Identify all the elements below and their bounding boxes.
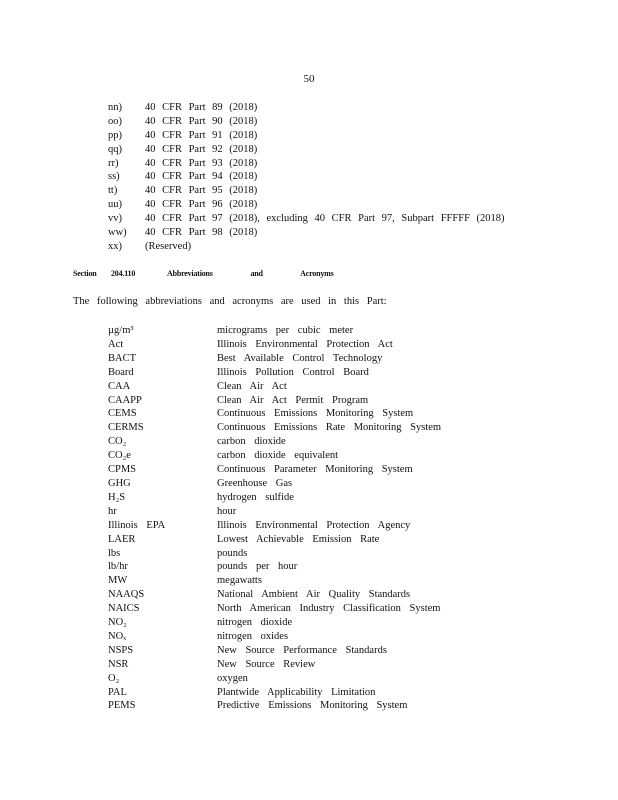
section-title: Abbreviations and Acronyms xyxy=(167,269,334,278)
abbreviation-term: NSR xyxy=(108,658,129,670)
table-row xyxy=(108,380,441,394)
list-item xyxy=(108,240,505,254)
abbreviation-term: NAICS xyxy=(108,603,140,615)
list-item-label: pp) xyxy=(108,129,122,141)
abbreviation-term: LAER xyxy=(108,533,136,545)
abbreviation-term: CO₂e xyxy=(108,450,131,462)
abbreviation-term: MW xyxy=(108,575,128,587)
abbreviation-meaning: Clean Air Act Permit Program xyxy=(217,394,369,406)
abbreviation-term: Act xyxy=(108,338,124,350)
abbreviation-term: NO₂ xyxy=(108,617,127,629)
abbreviation-meaning: oxygen xyxy=(217,672,248,684)
abbreviations-table xyxy=(108,324,441,713)
abbreviation-meaning: Best Available Control Technology xyxy=(217,352,383,364)
table-row xyxy=(108,407,441,421)
list-item-text: (Reserved) xyxy=(145,240,192,252)
abbreviation-meaning: Illinois Environmental Protection Agency xyxy=(217,519,411,531)
table-row xyxy=(108,574,441,588)
abbreviation-meaning: Plantwide Applicability Limitation xyxy=(217,686,376,698)
table-row xyxy=(108,547,441,561)
table-row xyxy=(108,560,441,574)
intro-paragraph: The following abbreviations and acronyms are used in this Part: xyxy=(73,296,387,307)
abbreviation-meaning: Clean Air Act xyxy=(217,380,287,392)
abbreviation-meaning: hour xyxy=(217,505,237,517)
table-row xyxy=(108,533,441,547)
list-item-label: ss) xyxy=(108,171,120,183)
list-item-text: 40 CFR Part 96 (2018) xyxy=(145,199,258,211)
abbreviation-term: CO₂ xyxy=(108,436,127,448)
abbreviation-term: NSPS xyxy=(108,644,134,656)
table-row xyxy=(108,421,441,435)
table-row xyxy=(108,366,441,380)
abbreviation-term: CEMS xyxy=(108,408,137,420)
section-heading xyxy=(73,269,334,278)
abbreviation-term: µg/m³ xyxy=(108,325,134,336)
abbreviation-meaning: New Source Review xyxy=(217,658,316,670)
table-row xyxy=(108,644,441,658)
table-row xyxy=(108,449,441,463)
table-row xyxy=(108,588,441,602)
list-item xyxy=(108,212,505,226)
abbreviation-meaning: New Source Performance Standards xyxy=(217,644,387,656)
abbreviation-meaning: Lowest Achievable Emission Rate xyxy=(217,533,380,545)
table-row xyxy=(108,519,441,533)
list-item-text: 40 CFR Part 93 (2018) xyxy=(145,157,258,169)
section-word: Section xyxy=(73,269,97,278)
table-row xyxy=(108,338,441,352)
abbreviation-term: PEMS xyxy=(108,700,136,712)
list-item-label: tt) xyxy=(108,185,118,197)
list-item xyxy=(108,170,505,184)
incorporated-references-list xyxy=(108,101,505,254)
list-item xyxy=(108,198,505,212)
abbreviation-meaning: pounds per hour xyxy=(217,561,298,573)
abbreviation-meaning: Continuous Emissions Monitoring System xyxy=(217,408,414,420)
abbreviation-term: lb/hr xyxy=(108,561,128,573)
list-item-text: 40 CFR Part 98 (2018) xyxy=(145,227,258,239)
abbreviation-meaning: micrograms per cubic meter xyxy=(217,325,354,336)
table-row xyxy=(108,616,441,630)
section-number: 204.110 xyxy=(111,269,136,278)
abbreviation-term: Board xyxy=(108,366,134,378)
table-row xyxy=(108,477,441,491)
list-item-text: 40 CFR Part 94 (2018) xyxy=(145,171,258,183)
list-item-label: xx) xyxy=(108,240,122,252)
abbreviation-term: H₂S xyxy=(108,491,126,503)
abbreviation-term: NOₓ xyxy=(108,630,127,642)
list-item-text: 40 CFR Part 90 (2018) xyxy=(145,115,258,127)
page-number: 50 xyxy=(303,73,315,85)
list-item-text: 40 CFR Part 97 (2018), excluding 40 CFR Part 97, Subpart FFFFF (2018) xyxy=(145,213,505,225)
abbreviation-term: GHG xyxy=(108,477,131,489)
table-row xyxy=(108,491,441,505)
list-item xyxy=(108,143,505,157)
abbreviation-meaning: Illinois Pollution Control Board xyxy=(217,366,369,378)
abbreviation-meaning: megawatts xyxy=(217,575,262,587)
table-row xyxy=(108,352,441,366)
table-row xyxy=(108,699,441,713)
abbreviation-term: hr xyxy=(108,505,117,517)
abbreviation-meaning: North American Industry Classification System xyxy=(217,603,441,615)
list-item xyxy=(108,115,505,129)
list-item-label: nn) xyxy=(108,102,122,113)
abbreviation-meaning: carbon dioxide equivalent xyxy=(217,450,339,462)
table-row xyxy=(108,672,441,686)
list-item xyxy=(108,184,505,198)
abbreviation-term: O₂ xyxy=(108,672,120,684)
abbreviation-meaning: Predictive Emissions Monitoring System xyxy=(217,700,408,712)
table-row xyxy=(108,505,441,519)
table-row xyxy=(108,686,441,700)
abbreviation-term: PAL xyxy=(108,686,127,698)
abbreviation-term: BACT xyxy=(108,352,137,364)
list-item-label: qq) xyxy=(108,143,122,155)
abbreviation-term: CPMS xyxy=(108,464,137,476)
list-item xyxy=(108,101,505,115)
abbreviation-meaning: Continuous Emissions Rate Monitoring System xyxy=(217,422,442,434)
abbreviation-meaning: National Ambient Air Quality Standards xyxy=(217,589,411,601)
list-item-label: rr) xyxy=(108,157,119,169)
abbreviation-term: CAAPP xyxy=(108,394,142,406)
list-item xyxy=(108,226,505,240)
abbreviation-term: CERMS xyxy=(108,422,144,434)
abbreviation-meaning: Continuous Parameter Monitoring System xyxy=(217,464,413,476)
list-item xyxy=(108,129,505,143)
abbreviation-meaning: hydrogen sulfide xyxy=(217,491,294,503)
table-row xyxy=(108,394,441,408)
table-row xyxy=(108,602,441,616)
list-item-text: 40 CFR Part 91 (2018) xyxy=(145,129,258,141)
abbreviation-meaning: pounds xyxy=(217,547,248,559)
abbreviation-term: lbs xyxy=(108,547,121,559)
list-item-text: 40 CFR Part 92 (2018) xyxy=(145,143,258,155)
table-row xyxy=(108,435,441,449)
abbreviation-meaning: nitrogen dioxide xyxy=(217,617,293,629)
list-item-text: 40 CFR Part 95 (2018) xyxy=(145,185,258,197)
abbreviation-meaning: nitrogen oxides xyxy=(217,630,289,642)
abbreviation-term: CAA xyxy=(108,380,131,392)
list-item-label: oo) xyxy=(108,115,122,127)
list-item-label: uu) xyxy=(108,199,122,211)
list-item-text: 40 CFR Part 89 (2018) xyxy=(145,102,258,113)
table-row xyxy=(108,463,441,477)
table-row xyxy=(108,630,441,644)
abbreviation-term: NAAQS xyxy=(108,589,145,601)
list-item-label: vv) xyxy=(108,213,122,225)
table-row xyxy=(108,658,441,672)
abbreviation-term: Illinois EPA xyxy=(108,519,166,531)
list-item xyxy=(108,157,505,171)
abbreviation-meaning: Greenhouse Gas xyxy=(217,477,293,489)
abbreviation-meaning: Illinois Environmental Protection Act xyxy=(217,338,393,350)
table-row xyxy=(108,324,441,338)
abbreviation-meaning: carbon dioxide xyxy=(217,436,286,448)
list-item-label: ww) xyxy=(108,227,127,239)
